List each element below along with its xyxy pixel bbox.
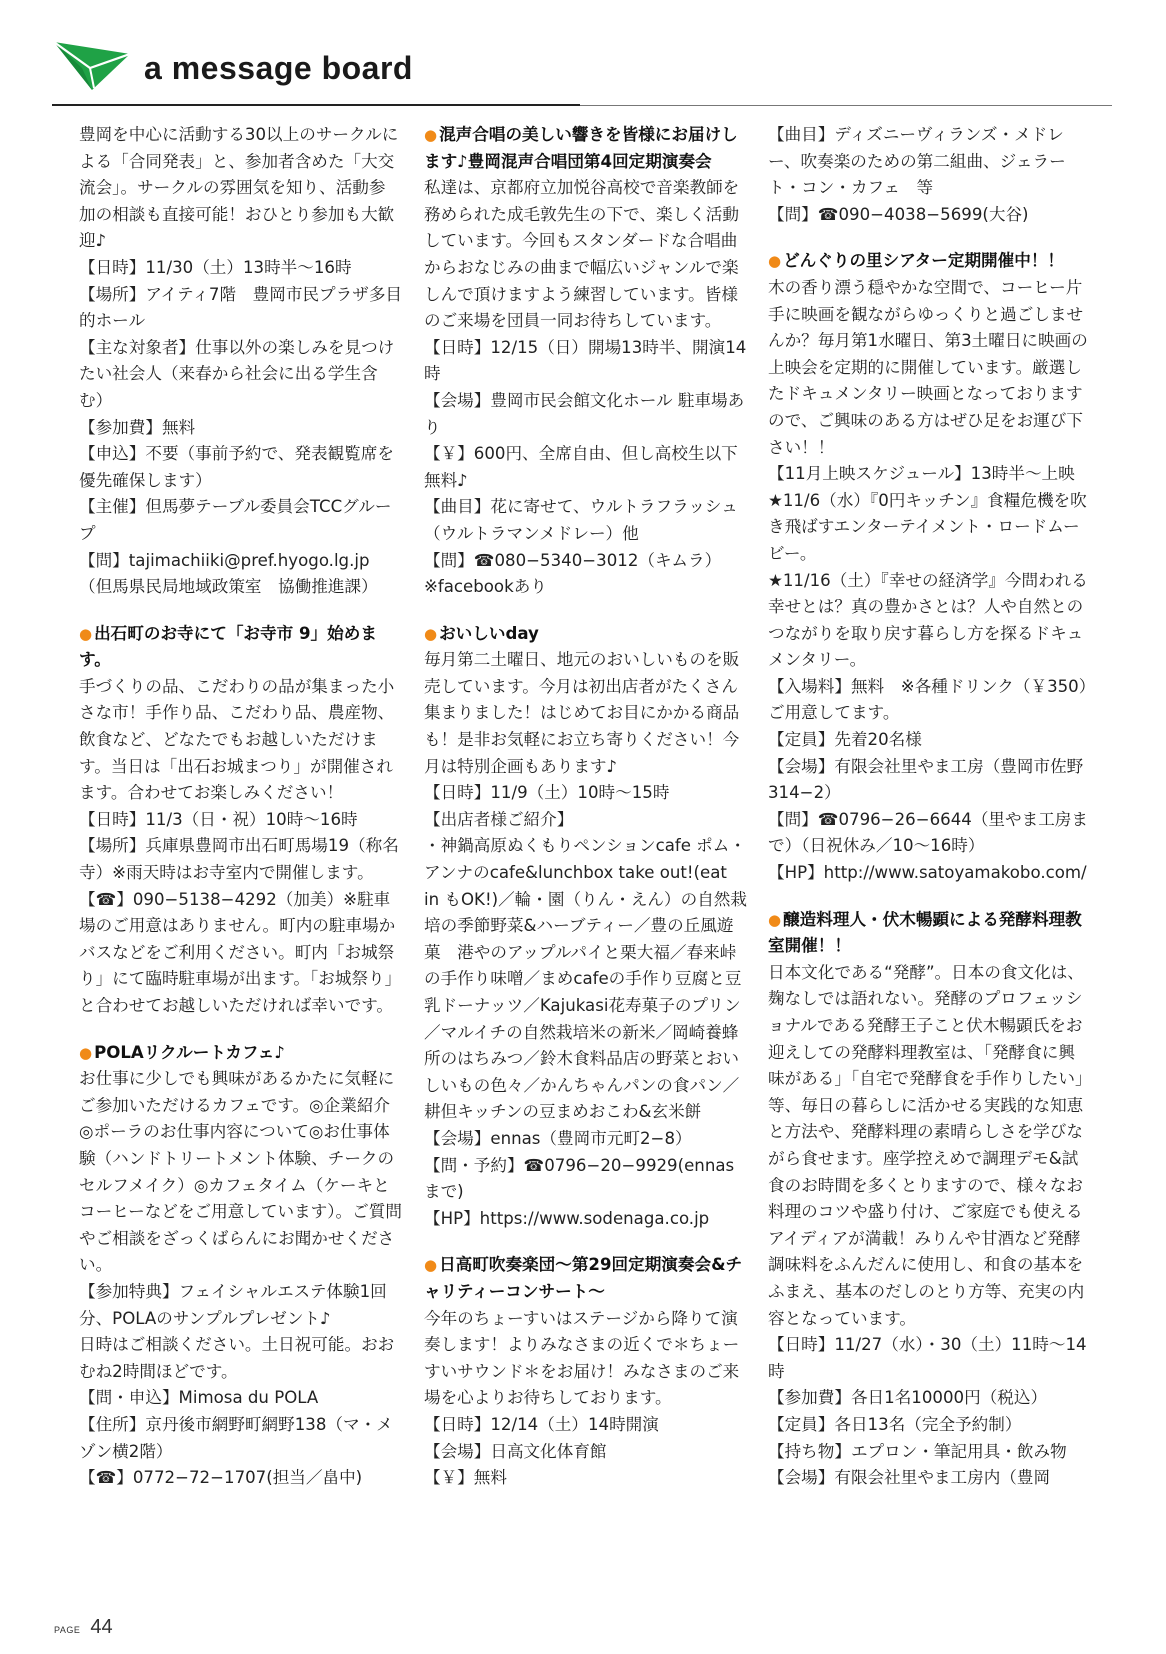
notice-section xyxy=(768,907,1091,1492)
paper-plane-icon xyxy=(52,38,132,94)
page-header xyxy=(52,38,1112,108)
notice-section xyxy=(424,621,747,1233)
notice-title xyxy=(768,248,1091,275)
notice-line: 【日時】11/30（土）13時半〜16時 xyxy=(79,257,352,277)
bullet-dot-icon: ● xyxy=(79,624,93,643)
notice-line: 【日時】12/14（土）14時開演 xyxy=(424,1414,659,1434)
notice-line: 【参加費】無料 xyxy=(79,417,196,437)
notice-line: ・神鍋高原ぬくもりペンションcafe ポム・アンナのcafe&lunchbox take out!(eat in もOK!)／輪・園（りん・えん）の自然栽培の季節野菜&ハーブティー／豊の丘風遊菓 港やのアップルパイと栗大福／春来峠の手作り味噌／まめcafeの手作り豆腐と豆乳ドーナッツ／Kajukasi花寿菓子のプリン／マルイチの自然栽培米の新米／岡崎養蜂所のはちみつ／鈴木食料品店の野菜とおいしいもの色々／かんちゃんパンの食パン／耕但キッチンの豆まめおこわ&玄米餅 xyxy=(424,836,747,1122)
notice-section xyxy=(768,248,1091,886)
notice-line: 【☎】0772−72−1707(担当／畠中) xyxy=(79,1468,363,1488)
notice-line: 【曲目】ディズニーヴィランズ・メドレー、吹奏楽のための第二組曲、ジェラート・コン・カフェ 等 xyxy=(768,125,1066,198)
notice-line: 【問】☎0796−26−6644（里やま工房まで）（日祝休み／10〜16時） xyxy=(768,809,1088,856)
notice-title-text: おいしいday xyxy=(439,623,539,643)
notice-title xyxy=(424,621,747,648)
notice-line: お仕事に少しでも興味があるかたに気軽にご参加いただけるカフェです。◎企業紹介◎ポーラのお仕事内容について◎お仕事体験（ハンドトリートメント体験、チークのセルフメイク）◎カフェタイム（ケーキとコーヒーなどをご用意しています）。ご質問やご相談をざっくばらんにお聞かせください。 xyxy=(79,1069,402,1275)
notice-title-text: 日高町吹奏楽団〜第29回定期演奏会&チャリティーコンサート〜 xyxy=(424,1255,743,1301)
notice-line: 【問】☎080−5340−3012（キムラ）※facebookあり xyxy=(424,550,722,597)
notice-line: 【☎】090−5138−4292（加美）※駐車場のご用意はありません。町内の駐車場かバスなどをご利用ください。町内「お城祭り」にて臨時駐車場が出ます。「お城祭り」と合わせてお越しいただければ幸いです。 xyxy=(79,889,402,1015)
column-middle xyxy=(424,122,747,1492)
notice-section xyxy=(424,122,747,601)
notice-line: 【問】tajimachiiki@pref.hyogo.lg.jp（但馬県民局地域政策室 協働推進課） xyxy=(79,550,378,597)
notice-line: 【￥】無料 xyxy=(424,1468,507,1488)
notice-line: 【日時】11/3（日・祝）10時〜16時 xyxy=(79,809,358,829)
notice-title-text: 出石町のお寺にて「お寺市 9」始めます。 xyxy=(79,623,377,670)
notice-title-text: POLAリクルートカフェ♪ xyxy=(94,1042,285,1062)
notice-line: 毎月第二土曜日、地元のおいしいものを販売しています。今月は初出店者がたくさん集まりました！はじめてお目にかかる商品も！是非お気軽にお立ち寄りください！今月は特別企画もあります♪ xyxy=(424,650,740,776)
page-label: PAGE xyxy=(54,1625,81,1635)
notice-line: ★11/6（水）『0円キッチン』食糧危機を吹き飛ばすエンターテイメント・ロードムービー。 xyxy=(768,490,1087,563)
notice-line: 【会場】有限会社里やま工房内（豊岡 xyxy=(768,1468,1051,1488)
notice-title-text: 醸造料理人・伏木暢顕による発酵料理教室開催！！ xyxy=(768,909,1082,956)
notice-line: 手づくりの品、こだわりの品が集まった小さな市！手作り品、こだわり品、農産物、飲食など、どなたでもお越しいただけます。当日は「出石お城まつり」が開催されます。合わせてお楽しみください！ xyxy=(79,676,395,803)
notice-title xyxy=(424,1252,747,1305)
notice-line: 【11月上映スケジュール】13時半〜上映 xyxy=(768,464,1075,484)
notice-line: 日時はご相談ください。土日祝可能。おおむね2時間ほどです。 xyxy=(79,1335,395,1381)
notice-line: 【参加特典】フェイシャルエステ体験1回分、POLAのサンプルプレゼント♪ xyxy=(79,1281,387,1328)
notice-line: 【曲目】花に寄せて、ウルトラフラッシュ（ウルトラマンメドレー）他 xyxy=(424,497,738,543)
notice-title xyxy=(79,621,402,674)
header-rule-thin xyxy=(580,105,1112,106)
notice-line: 【問】☎090−4038−5699(大谷) xyxy=(768,204,1029,224)
notice-section xyxy=(79,621,402,1020)
notice-line: 私達は、京都府立加悦谷高校で音楽教師を務められた成毛敦先生の下で、楽しく活動しています。今回もスタンダードな合唱曲からおなじみの曲まで幅広いジャンルで楽しんで頂けますよう練習しています。皆様のご来場を団員一同お待ちしています。 xyxy=(424,178,740,331)
notice-line: 【主催】但馬夢テーブル委員会TCCグループ xyxy=(79,497,392,543)
header-rule xyxy=(52,104,580,106)
bullet-dot-icon: ● xyxy=(424,624,438,643)
notice-section xyxy=(768,122,1091,228)
notice-title-text: どんぐりの里シアター定期開催中！！ xyxy=(783,251,1065,271)
notice-line: 【出店者様ご紹介】 xyxy=(424,809,574,829)
notice-line: 【場所】兵庫県豊岡市出石町馬場19（称名寺）※雨天時はお寺室内で開催します。 xyxy=(79,836,399,883)
notice-line: 【定員】各日13名（完全予約制） xyxy=(768,1414,1022,1434)
bullet-dot-icon: ● xyxy=(424,1256,438,1275)
notice-line: 【主な対象者】仕事以外の楽しみを見つけたい社会人（来春から社会に出る学生含む） xyxy=(79,337,395,410)
notice-line: 【参加費】各日1名10000円（税込） xyxy=(768,1388,1048,1408)
page-footer xyxy=(54,1616,113,1639)
notice-title xyxy=(424,122,747,175)
bullet-dot-icon: ● xyxy=(79,1043,93,1062)
bullet-dot-icon: ● xyxy=(768,252,782,271)
notice-line: 【持ち物】エプロン・筆記用具・飲み物 xyxy=(768,1441,1067,1461)
notice-line: 【HP】https://www.sodenaga.co.jp xyxy=(424,1208,710,1228)
notice-title xyxy=(79,1040,402,1067)
notice-line: 【住所】京丹後市網野町網野138（マ・メゾン横2階） xyxy=(79,1414,393,1461)
notice-section xyxy=(79,122,402,601)
notice-line: 【定員】先着20名様 xyxy=(768,730,922,750)
column-right xyxy=(768,122,1091,1492)
column-left xyxy=(79,122,402,1492)
notice-title xyxy=(768,907,1091,960)
notice-line: 今年のちょーすいはステージから降りて演奏します！よりみなさまの近くで＊ちょーすいサウンド＊をお届け！みなさまのご来場を心よりお待ちしております。 xyxy=(424,1308,740,1408)
notice-line: 【日時】11/9（土）10時〜15時 xyxy=(424,783,670,803)
notice-line: 【会場】ennas（豊岡市元町2−8） xyxy=(424,1128,692,1148)
notice-line: 【問・申込】Mimosa du POLA xyxy=(79,1388,319,1408)
bullet-dot-icon: ● xyxy=(768,910,782,929)
notice-line: ★11/16（土）『幸せの経済学』今問われる幸せとは？真の豊かさとは？人や自然とのつながりを取り戻す暮らし方を探るドキュメンタリー。 xyxy=(768,570,1088,670)
notice-line: 【会場】日高文化体育館 xyxy=(424,1441,607,1461)
notice-line: 豊岡を中心に活動する30以上のサークルによる「合同発表」と、参加者含めた「大交流会」。サークルの雰囲気を知り、活動参加の相談も直接可能！おひとり参加も大歓迎♪ xyxy=(79,125,399,251)
notice-line: 木の香り漂う穏やかな空間で、コーヒー片手に映画を観ながらゆっくりと過ごしませんか？毎月第1水曜日、第3土曜日に映画の上映会を定期的に開催しています。厳選したドキュメンタリー映画となっておりますので、ご興味のある方はぜひ足をお運び下さい！！ xyxy=(768,277,1088,457)
page-number: 44 xyxy=(90,1616,113,1638)
notice-line: 【場所】アイティ7階 豊岡市民プラザ多目的ホール xyxy=(79,284,403,331)
notice-line: 【日時】12/15（日）開場13時半、開演14時 xyxy=(424,337,747,384)
notice-line: 【HP】http://www.satoyamakobo.com/ xyxy=(768,863,1087,883)
bullet-dot-icon: ● xyxy=(424,126,438,144)
page-title: a message board xyxy=(144,50,413,86)
notice-line: 【入場料】無料 ※各種ドリンク（￥350）ご用意してます。 xyxy=(768,676,1088,723)
notice-line: 【会場】有限会社里やま工房（豊岡市佐野314−2） xyxy=(768,756,1084,803)
notice-line: 【問・予約】☎0796−20−9929(ennasまで) xyxy=(424,1155,735,1202)
notice-line: 日本文化である“発酵”。日本の食文化は、麹なしでは語れない。発酵のプロフェッショナルである発酵王子こと伏木暢顕氏をお迎えしての発酵料理教室は、「発酵食に興味がある」「自宅で発酵食を手作りしたい」等、毎日の暮らしに活かせる実践的な知恵と方法や、発酵料理の素晴らしさを学びながら食せます。座学控えめで調理デモ&試食のお時間を多くとりますので、様々なお料理のコツや盛り付け、ご家庭でも使えるアイディアが満載！みりんや甘酒など発酵調味料をふんだんに使用し、和食の基本をふまえ、基本のだしのとり方等、充実の内容となっています。 xyxy=(768,962,1085,1328)
notice-section xyxy=(79,1040,402,1492)
notice-line: 【日時】11/27（水）・30（土）11時〜14時 xyxy=(768,1335,1087,1381)
notice-line: 【申込】不要（事前予約で、発表観覧席を優先確保します） xyxy=(79,444,394,490)
notice-line: 【￥】600円、全席自由、但し高校生以下無料♪ xyxy=(424,444,738,490)
notice-title-text: 混声合唱の美しい響きを皆様にお届けします♪豊岡混声合唱団第4回定期演奏会 xyxy=(424,125,738,171)
notice-section xyxy=(424,1252,747,1491)
notice-line: 【会場】豊岡市民会館文化ホール 駐車場あり xyxy=(424,390,745,437)
